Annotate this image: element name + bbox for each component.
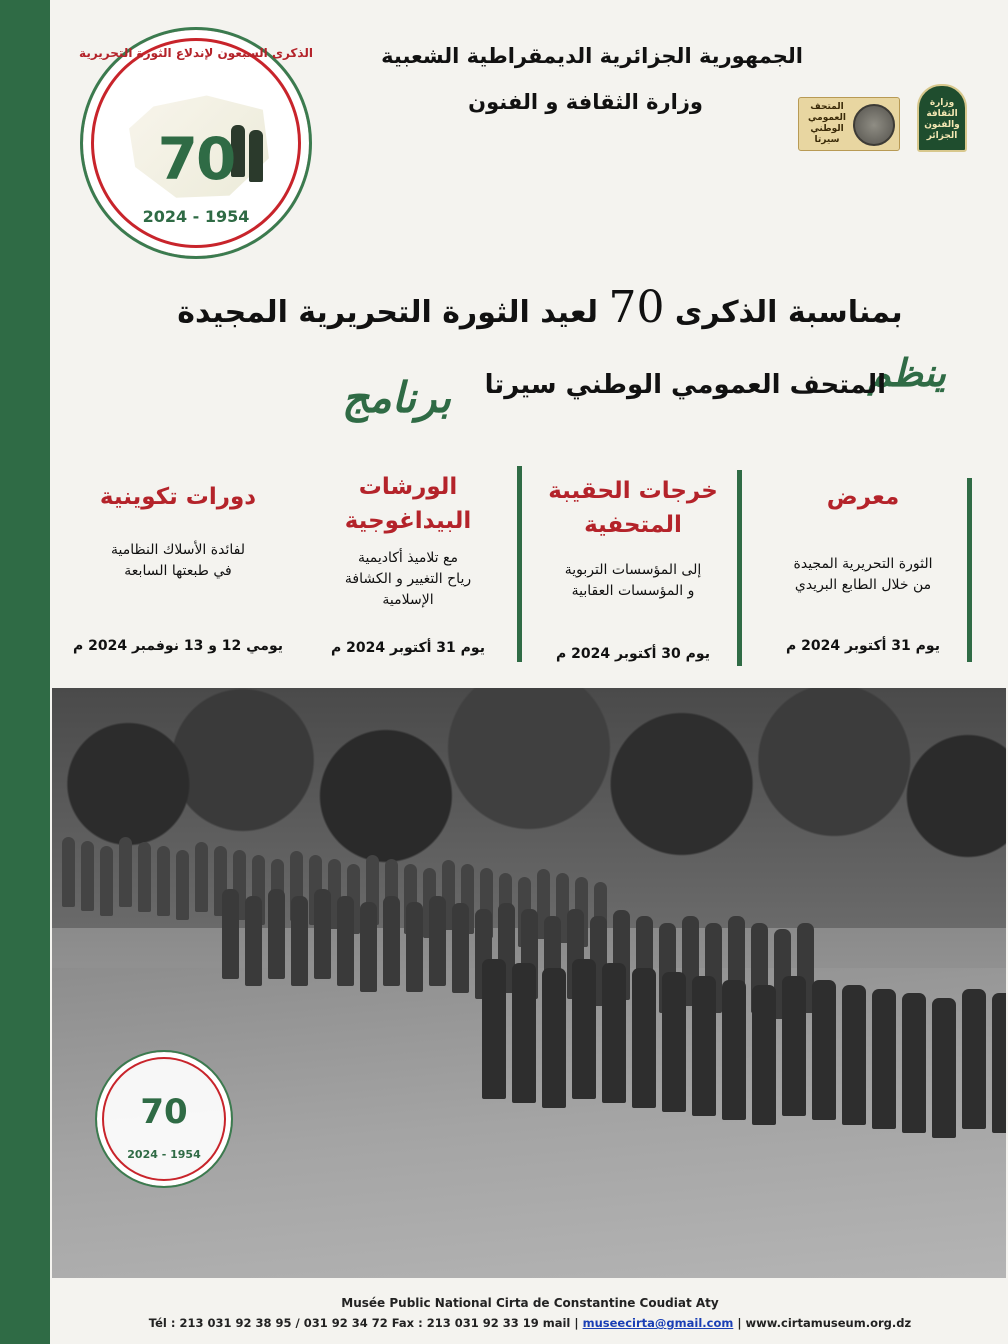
footer-email-link[interactable]: museecirta@gmail.com	[582, 1316, 734, 1330]
organize-word: ينظم	[867, 350, 946, 395]
footer-museum-name: Musée Public National Cirta de Constantine Coudiat Aty	[341, 1296, 719, 1310]
soldier-figure	[902, 993, 926, 1133]
column-title	[308, 470, 508, 538]
soldier-figure	[360, 902, 377, 992]
subtitle-text: المتحف العمومي الوطني سيرتا	[484, 370, 886, 400]
soldier-figure	[662, 972, 686, 1112]
title-line: الورشات	[358, 474, 458, 500]
desc-line: و المؤسسات العقابية	[571, 583, 695, 599]
soldier-figure	[62, 837, 75, 907]
column-divider	[737, 470, 742, 666]
column-desc	[538, 560, 728, 602]
soldier-figure	[314, 889, 331, 979]
program-word: برنامج	[342, 373, 451, 422]
column-date: يومي 12 و 13 نوفمبر 2024 م	[72, 638, 284, 654]
soldier-figure	[337, 896, 354, 986]
desc-line: الثورة التحريرية المجيدة	[793, 556, 933, 572]
column-museum-bag	[538, 470, 728, 666]
column-desc	[768, 554, 958, 596]
desc-line: مع تلاميذ أكاديمية	[358, 550, 458, 566]
soldier-figure	[291, 896, 308, 986]
column-divider	[517, 466, 522, 662]
soldier-figure	[195, 842, 208, 912]
soldier-figure	[512, 963, 536, 1103]
title-after: لعيد الثورة التحريرية المجيدة	[177, 295, 599, 330]
soldier-figure	[962, 989, 986, 1129]
desc-line: في طبعتها السابعة	[124, 563, 232, 579]
soldier-figure	[782, 976, 806, 1116]
soldier-figure	[383, 896, 400, 986]
soldier-figure	[406, 902, 423, 992]
column-desc	[308, 548, 508, 611]
column-title	[538, 474, 728, 542]
ministry-name: وزارة الثقافة و الفنون	[468, 90, 703, 114]
column-date: يوم 31 أكتوبر 2024 م	[786, 638, 940, 654]
photo-emblem-number: 70	[140, 1092, 188, 1132]
soldier-figure	[81, 841, 94, 911]
side-green-bar	[0, 0, 50, 1344]
soldier-figure	[872, 989, 896, 1129]
soldier-figure	[542, 968, 566, 1108]
coin-icon	[853, 104, 895, 146]
anniversary-emblem	[80, 27, 312, 259]
soldier-figure	[429, 896, 446, 986]
title-number: 70	[608, 282, 665, 333]
footer-website[interactable]: | www.cirtamuseum.org.dz	[737, 1316, 912, 1330]
soldier-figure	[452, 903, 469, 993]
soldier-figure	[602, 963, 626, 1103]
desc-line: الإسلامية	[382, 592, 434, 608]
column-desc	[62, 540, 294, 582]
column-date: يوم 31 أكتوبر 2024 م	[331, 640, 485, 656]
emblem-ring-text: الذكرى السبعون لإندلاع الثورة التحريرية	[79, 46, 313, 60]
column-date: يوم 30 أكتوبر 2024 م	[556, 646, 710, 662]
historical-photo	[52, 688, 1006, 1278]
emblem-number: 70	[157, 125, 235, 193]
soldier-figure	[482, 959, 506, 1099]
ministry-logo-text: وزارة الثقافة والفنون الجزائر	[924, 98, 960, 141]
title-line: المتحفية	[584, 512, 682, 538]
column-exhibition	[768, 478, 958, 662]
soldier-figure	[176, 850, 189, 920]
soldier-figure	[100, 846, 113, 916]
ministry-logo	[917, 84, 967, 152]
emblem-years: 2024 - 1954	[142, 207, 250, 226]
soldier-figure	[268, 889, 285, 979]
soldier-figure	[752, 985, 776, 1125]
desc-line: لفائدة الأسلاك النظامية	[111, 542, 245, 558]
desc-line: رياح التغيير و الكشافة	[344, 571, 472, 587]
republic-name: الجمهورية الجزائرية الديمقراطية الشعبية	[381, 44, 803, 68]
soldier-figure	[138, 842, 151, 912]
soldier-figure	[245, 896, 262, 986]
soldier-figure	[692, 976, 716, 1116]
museum-logo	[798, 97, 900, 151]
soldier-figure	[722, 980, 746, 1120]
photo-emblem	[95, 1050, 233, 1188]
column-training	[62, 470, 294, 660]
photo-emblem-years: 2024 - 1954	[127, 1148, 201, 1161]
museum-logo-text: المتحف العمومي الوطني سيرتا	[808, 102, 846, 145]
column-title: دورات تكوينية	[99, 484, 257, 510]
main-title	[140, 282, 940, 333]
soldier-figure	[632, 968, 656, 1108]
soldier-figure	[572, 959, 596, 1099]
soldier-figure	[842, 985, 866, 1125]
soldier-figure	[157, 846, 170, 916]
column-divider	[967, 478, 972, 662]
soldier-figure	[992, 993, 1006, 1133]
title-line: البيداغوجية	[344, 508, 472, 534]
soldier-figure	[812, 980, 836, 1120]
footer-phone: Tél : 213 031 92 38 95 / 031 92 34 72 Fax : 213 031 92 33 19 mail |	[148, 1316, 579, 1330]
column-title: معرض	[826, 484, 900, 510]
soldier-figure	[932, 998, 956, 1138]
soldier-figure	[222, 889, 239, 979]
column-workshops	[308, 466, 508, 662]
desc-line: من خلال الطابع البريدي	[794, 577, 932, 593]
footer-contacts	[52, 1316, 1008, 1330]
title-before: بمناسبة الذكرى	[674, 295, 903, 330]
desc-line: إلى المؤسسات التربوية	[564, 562, 702, 578]
soldier-figure	[119, 837, 132, 907]
title-line: خرجات الحقيبة	[548, 478, 718, 504]
